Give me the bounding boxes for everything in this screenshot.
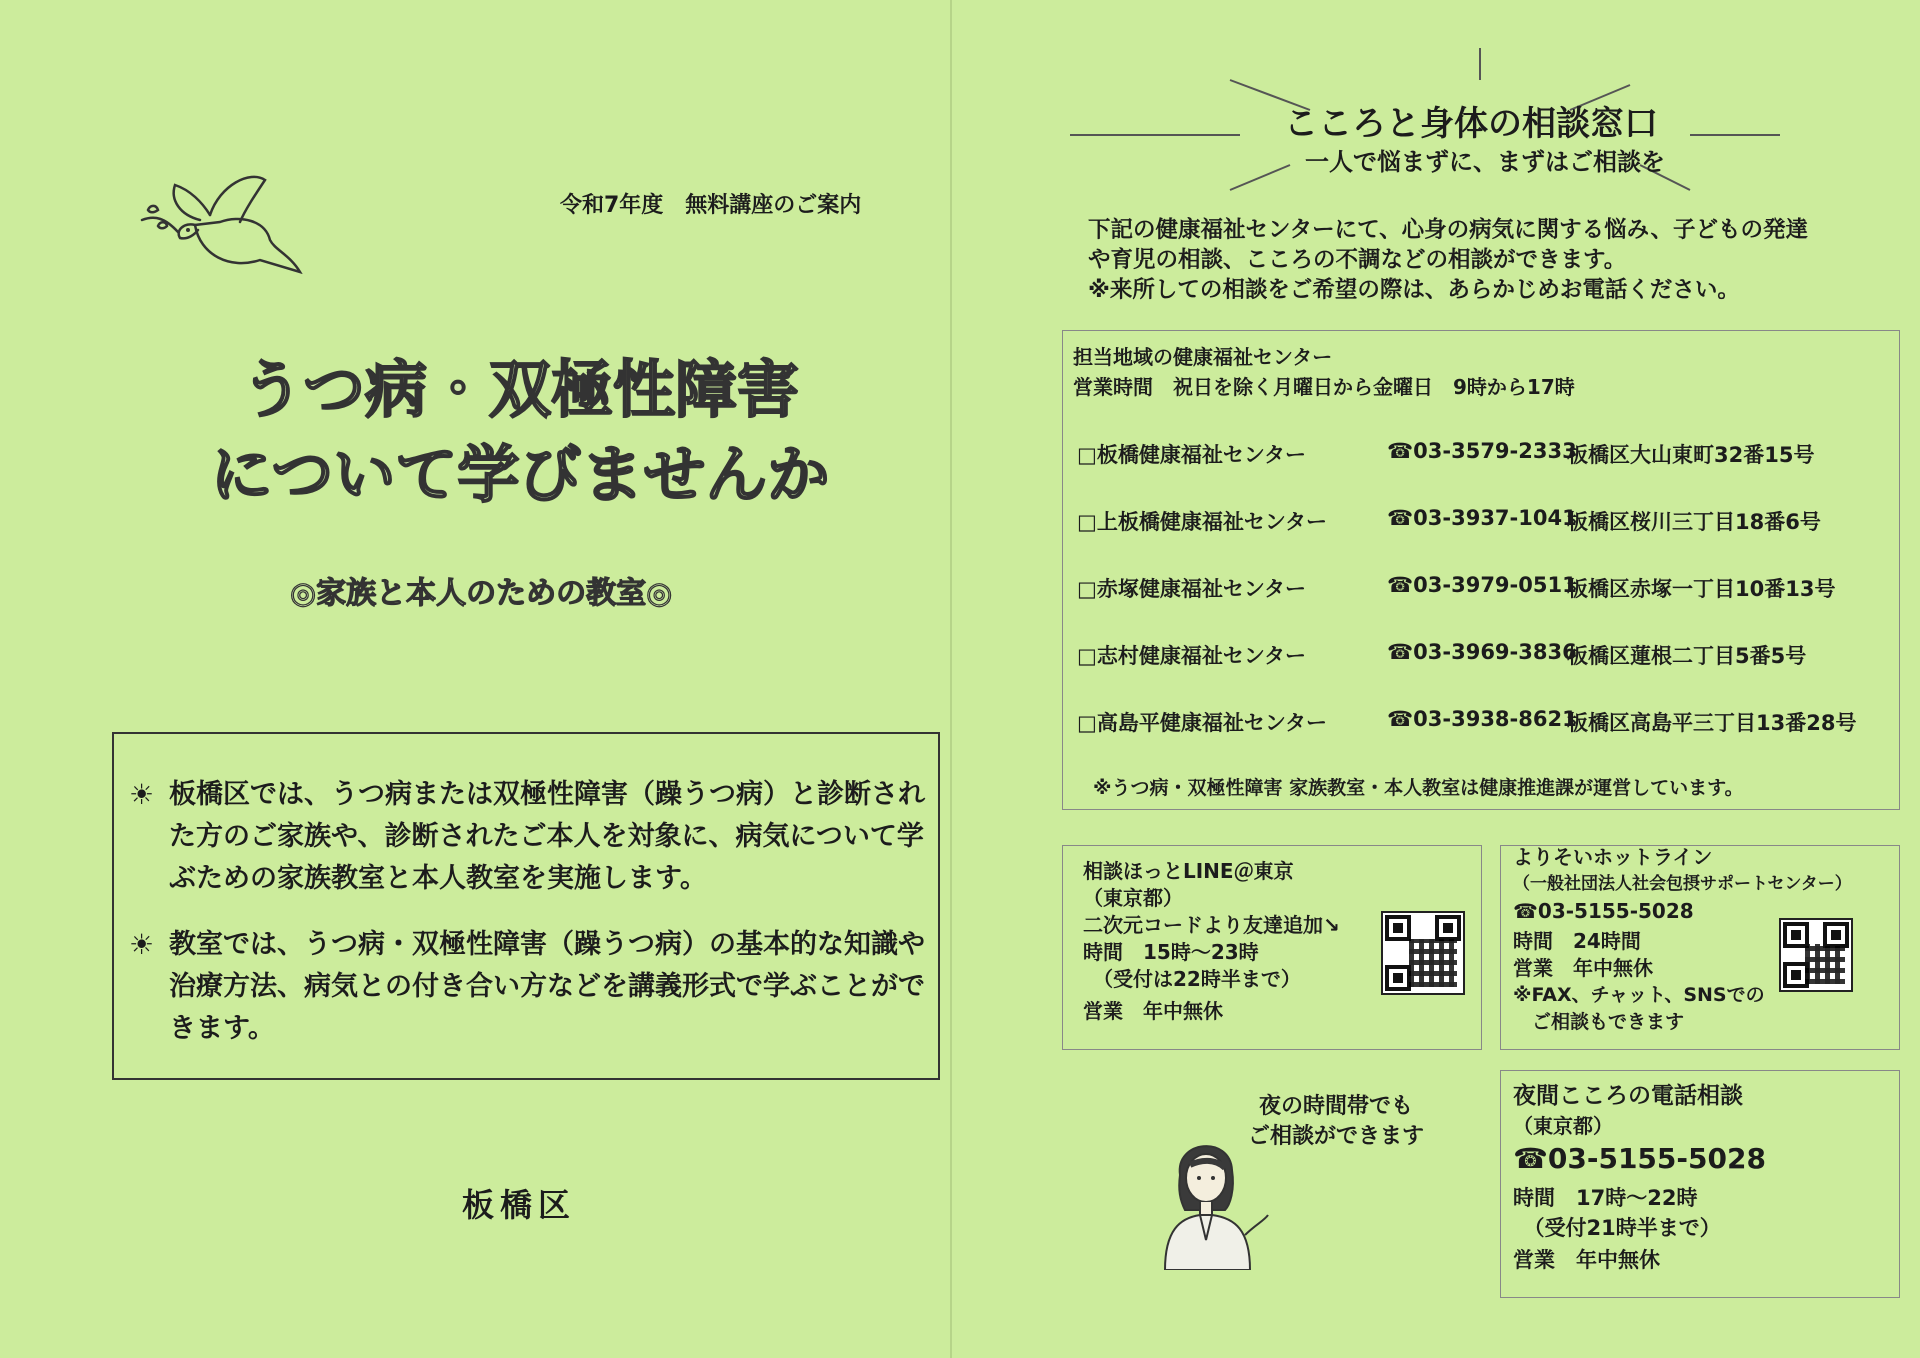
intro-line: ※来所しての相談をご希望の際は、あらかじめお電話ください。 (1088, 277, 1740, 303)
line-consult-box (1062, 845, 1482, 1050)
center-phone[interactable]: ☎03-3969-3836 (1387, 640, 1577, 664)
center-phone[interactable]: ☎03-3979-0511 (1387, 573, 1577, 597)
qr-code-icon[interactable] (1381, 911, 1465, 995)
sun-icon: ☀ (129, 928, 155, 961)
yorisoi-text: 時間 24時間 (1513, 929, 1641, 953)
centers-note: ※うつ病・双極性障害 家族教室・本人教室は健康推進課が運営しています。 (1093, 777, 1744, 799)
sun-icon: ☀ (129, 778, 155, 811)
center-phone[interactable]: ☎03-3938-8621 (1387, 707, 1577, 731)
intro-line: や育児の相談、こころの不調などの相談ができます。 (1088, 247, 1627, 273)
info-paragraph-1: 板橋区では、うつ病または双極性障害（躁うつ病）と診断された方のご家族や、診断されたご本人を対象に、病気について学ぶための家族教室と本人教室を実施します。 (169, 779, 925, 894)
centers-heading: 担当地域の健康福祉センター (1073, 345, 1333, 369)
yorisoi-text: （一般社団法人社会包摂サポートセンター） (1513, 874, 1852, 894)
center-address: 板橋区蓮根二丁目5番5号 (1567, 644, 1807, 668)
info-paragraph-2: 教室では、うつ病・双極性障害（躁うつ病）の基本的な知識や治療方法、病気との付き合い方などを講義形式で学ぶことができます。 (169, 929, 925, 1044)
line-text: （受付は22時半まで） (1083, 967, 1301, 991)
line-text: 相談ほっとLINE＠東京 (1083, 859, 1294, 883)
center-name: □志村健康福祉センター (1077, 644, 1307, 668)
center-address: 板橋区高島平三丁目13番28号 (1567, 711, 1857, 735)
qr-code-icon[interactable] (1779, 918, 1853, 992)
yorisoi-text: ※FAX、チャット、SNSでの (1513, 984, 1765, 1006)
center-name: □赤塚健康福祉センター (1077, 577, 1307, 601)
yorisoi-box (1500, 845, 1900, 1050)
night-phone[interactable]: ☎03-5155-5028 (1513, 1142, 1766, 1175)
fold-line (950, 0, 952, 1358)
caption-line: 夜の時間帯でも (1259, 1094, 1414, 1119)
center-phone[interactable]: ☎03-3579-2333 (1387, 439, 1577, 463)
center-name: □上板橋健康福祉センター (1077, 510, 1328, 534)
center-name: □高島平健康福祉センター (1077, 711, 1328, 735)
dove-icon (140, 160, 310, 300)
centers-box (1062, 330, 1900, 810)
night-text: 時間 17時～22時 (1513, 1186, 1698, 1210)
line-text: 営業 年中無休 (1083, 999, 1223, 1023)
line-text: （東京都） (1083, 886, 1183, 910)
center-address: 板橋区大山東町32番15号 (1567, 443, 1815, 467)
centers-hours: 営業時間 祝日を除く月曜日から金曜日 9時から17時 (1073, 375, 1575, 399)
night-title: 夜間こころの電話相談 (1513, 1083, 1743, 1109)
line-text: 時間 15時～23時 (1083, 940, 1259, 964)
night-text: （受付21時半まで） (1513, 1216, 1721, 1240)
main-title-line1: うつ病・双極性障害 (240, 353, 799, 426)
night-consult-box (1500, 1070, 1900, 1298)
ward-name: 板橋区 (462, 1186, 577, 1224)
yorisoi-phone[interactable]: ☎03-5155-5028 (1513, 899, 1694, 923)
consult-subtitle: 一人で悩まずに、まずはご相談を (1305, 148, 1665, 176)
night-text: 営業 年中無休 (1513, 1248, 1660, 1272)
yorisoi-text: よりそいホットライン (1513, 845, 1713, 869)
night-caption (1248, 1092, 1424, 1152)
consult-intro (1088, 215, 1888, 305)
consult-title: こころと身体の相談窓口 (1284, 104, 1658, 144)
night-org: （東京都） (1513, 1114, 1613, 1138)
center-address: 板橋区赤塚一丁目10番13号 (1567, 577, 1836, 601)
yorisoi-text: 営業 年中無休 (1513, 956, 1653, 980)
intro-line: 下記の健康福祉センターにて、心身の病気に関する悩み、子どもの発達 (1088, 217, 1809, 243)
center-name: □板橋健康福祉センター (1077, 443, 1307, 467)
center-address: 板橋区桜川三丁目18番6号 (1567, 510, 1821, 534)
woman-illustration-icon (1150, 1120, 1270, 1270)
info-box (112, 732, 940, 1080)
center-phone[interactable]: ☎03-3937-1041 (1387, 506, 1577, 530)
intro-text: 令和7年度 無料講座のご案内 (560, 193, 862, 218)
subtitle: ◎家族と本人のための教室◎ (290, 576, 673, 611)
caption-line: ご相談ができます (1248, 1124, 1425, 1149)
main-title-line2: について学びませんか (210, 438, 830, 511)
yorisoi-text: ご相談もできます (1513, 1011, 1685, 1033)
line-text: 二次元コードより友達追加↘ (1083, 913, 1340, 937)
